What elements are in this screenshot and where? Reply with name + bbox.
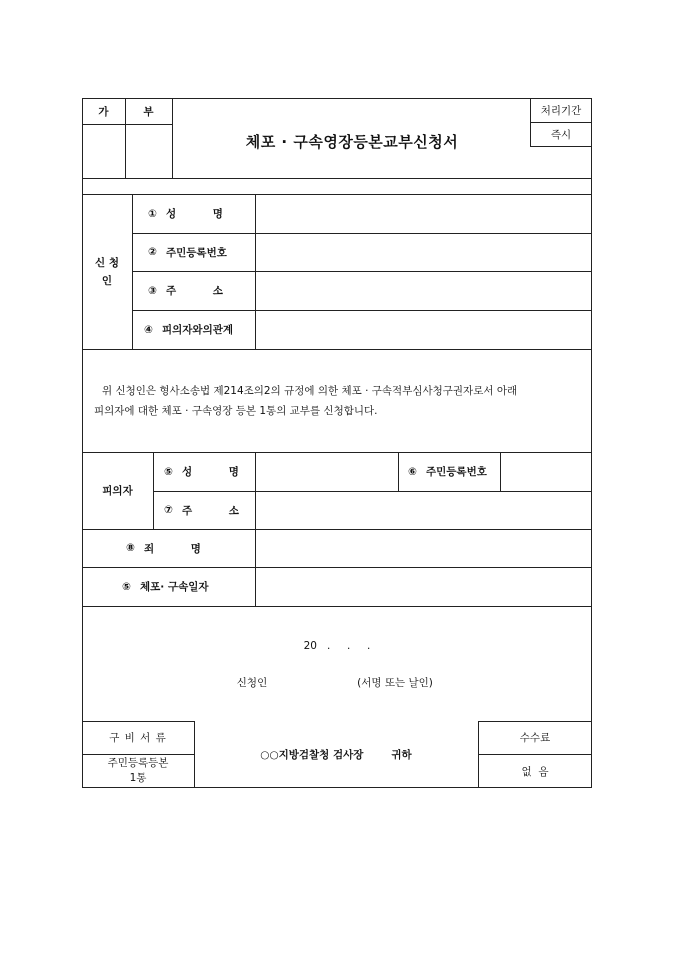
applicant-address-label (148, 271, 255, 310)
field-number: ① (148, 207, 157, 220)
application-date: 20 . . . (303, 640, 371, 652)
field-number: ⑤ (122, 580, 131, 593)
applicant-resident-no-field[interactable] (255, 233, 592, 271)
field-label: 성 명 (182, 466, 239, 478)
arrest-date-field[interactable] (255, 567, 592, 606)
application-form (82, 98, 592, 788)
field-label: 주 소 (182, 504, 239, 517)
processing-period-label: 처리기간 (540, 104, 582, 117)
addressee-name: ○○지방검찰청 검사장 (260, 749, 364, 761)
applicant-section-label (82, 194, 132, 349)
field-number: ⑤ (164, 465, 173, 478)
applicant-name-label (148, 194, 255, 233)
divider (172, 98, 173, 178)
fee-value: 없 음 (521, 765, 549, 778)
suspect-address-field[interactable] (255, 491, 592, 529)
applicant-signature-field[interactable] (282, 672, 342, 692)
suspect-resident-no-label (408, 452, 500, 491)
field-label: 체포· 구속일자 (140, 581, 209, 593)
page-title: 체포 · 구속영장등본교부신청서 (245, 132, 459, 151)
required-docs-value (82, 754, 194, 788)
applicant-resident-no-label (148, 233, 255, 271)
addressee (194, 721, 478, 788)
field-label: 주민등록번호 (166, 246, 227, 259)
statement-line2: 피의자에 대한 체포 · 구속영장 등본 1통의 교부를 신청합니다. (94, 405, 378, 417)
divider (82, 606, 592, 607)
field-label: 죄 명 (144, 542, 201, 555)
suspect-section-label: 피의자 (102, 485, 133, 497)
field-number: ⑥ (408, 465, 417, 478)
field-label: 주 소 (166, 285, 223, 297)
field-number: ⑧ (126, 542, 135, 554)
applicant-signature-label: 신청인 (236, 676, 268, 689)
crime-name-label (126, 529, 255, 567)
suspect-name-field[interactable] (255, 452, 398, 491)
approval-bu-label: 부 (143, 105, 154, 118)
signature-note: (서명 또는 날인) (357, 676, 433, 689)
approval-bu-box[interactable] (125, 124, 172, 178)
approval-ga-label: 가 (98, 105, 109, 118)
field-label: 주민등록번호 (426, 466, 487, 478)
divider (82, 349, 592, 350)
field-label: 피의자와의관계 (162, 324, 234, 336)
required-docs-label: 구 비 서 류 (109, 732, 167, 744)
divider (530, 146, 592, 147)
divider (398, 452, 399, 491)
field-number: ⑦ (164, 504, 173, 516)
field-number: ④ (144, 323, 153, 336)
field-label: 성 명 (166, 208, 223, 220)
approval-ga-box[interactable] (82, 124, 125, 178)
required-docs-value-line1: 주민등록등본 (107, 757, 169, 769)
required-docs-value-line2: 1통 (129, 772, 147, 784)
field-number: ③ (148, 284, 157, 297)
applicant-relation-label (144, 310, 255, 349)
applicant-section-label-line1: 신 청 (95, 256, 119, 269)
arrest-date-label (122, 567, 255, 606)
applicant-relation-field[interactable] (255, 310, 592, 349)
fee-label: 수수료 (519, 732, 551, 744)
divider (82, 178, 592, 179)
applicant-address-field[interactable] (255, 271, 592, 310)
applicant-name-field[interactable] (255, 194, 592, 233)
applicant-section-label-line2: 인 (101, 274, 113, 287)
statement-line1: 위 신청인은 형사소송법 제214조의2의 규정에 의한 체포 · 구속적부심사청구권자로서 아래 (102, 385, 518, 397)
processing-period-value: 즉시 (550, 128, 572, 141)
crime-name-field[interactable] (255, 529, 592, 567)
suspect-resident-no-field[interactable] (500, 452, 592, 491)
field-number: ② (148, 246, 157, 258)
suspect-name-label (164, 452, 255, 491)
suspect-address-label (164, 491, 255, 529)
addressee-suffix: 귀하 (391, 749, 412, 761)
